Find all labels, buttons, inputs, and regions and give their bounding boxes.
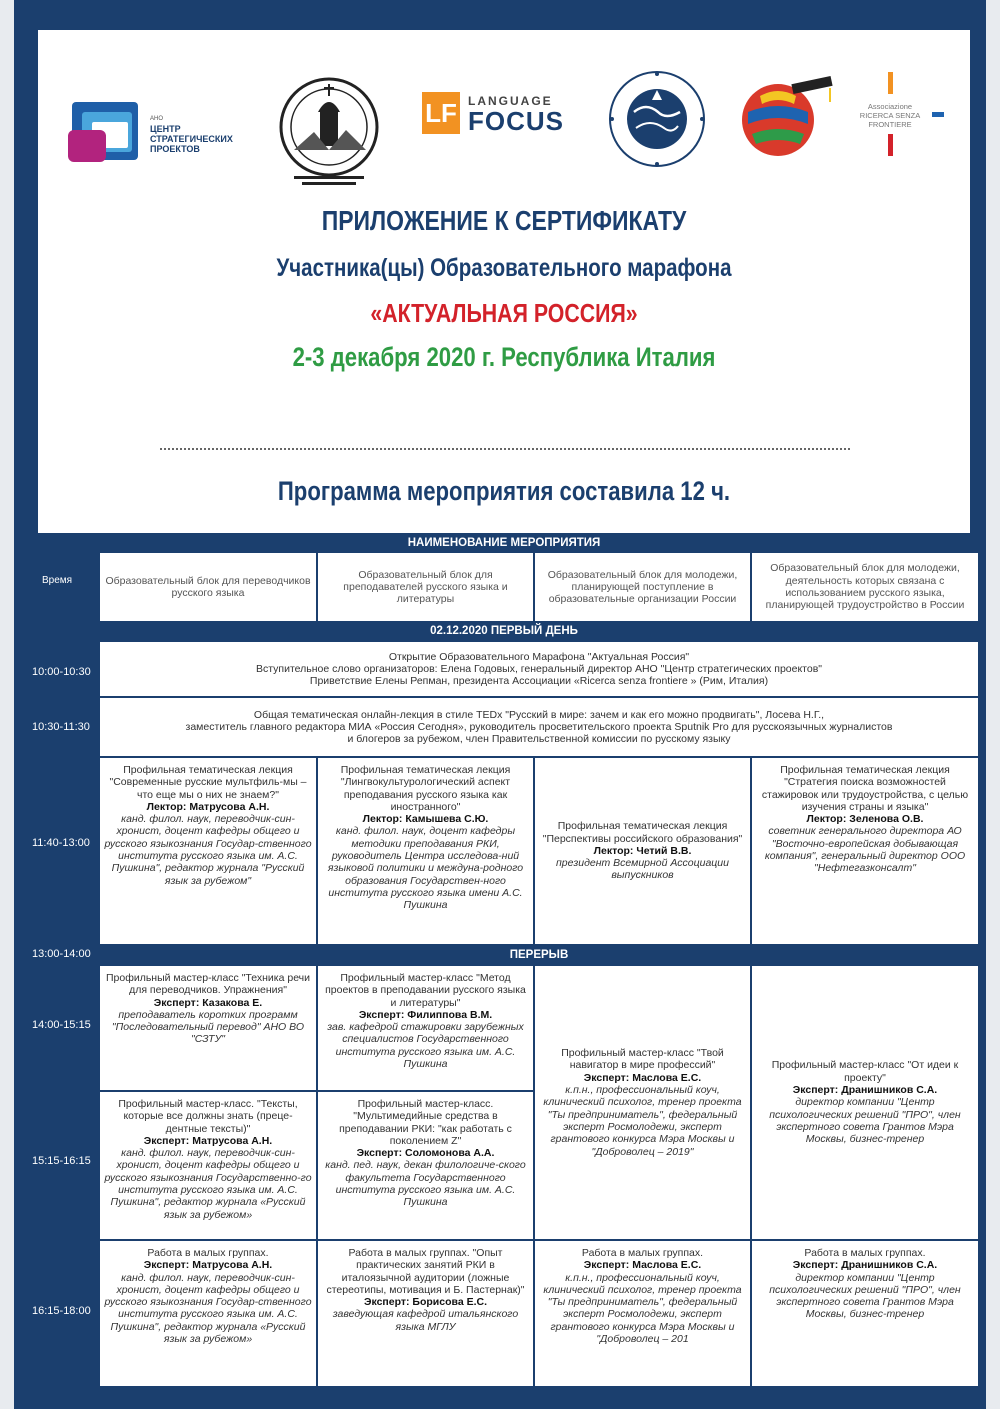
page-title: ПРИЛОЖЕНИЕ К СЕРТИФИКАТУ	[321, 205, 687, 236]
lecture-line: заместитель главного редактора МИА «Россия Сегодня», руководитель просветительского проекта Sputnik Pro для русскоязычных журналистов	[185, 720, 893, 733]
session-title: Профильная тематическая лекция "Стратегия поиска возможностей стажировок или трудоустройства, с целью изучения страны и языка"	[761, 764, 969, 813]
time-slot: 14:00-15:15	[32, 1019, 91, 1031]
session-cell	[100, 1092, 316, 1239]
session-speaker: Эксперт: Казакова Е.	[153, 996, 263, 1009]
column-header-label: Образовательный блок для молодежи, планирующей поступление в образовательные организации России	[547, 568, 738, 606]
lf-line1: LANGUAGE	[468, 94, 553, 108]
speaker-bio: к.п.н., профессиональный коуч, клинический психолог, тренер проекта "Ты предприниматель", федеральный эксперт Росмолодежи, эксперт грантового конкурса Мэра Москвы и "Доброволец – 2019"	[543, 1084, 742, 1158]
column-header-label: Образовательный блок для преподавателей русского языка и литературы	[343, 568, 508, 606]
acsp-line1: ЦЕНТР	[150, 124, 181, 134]
session-title: Профильный мастер-класс "От идеи к проекту"	[771, 1059, 959, 1084]
session-title: Работа в малых группах.	[147, 1247, 269, 1259]
speaker-bio: канд. филол. наук, переводчик-син-хронист, доцент кафедры общего и русского языкознания Государ-ственного института русского языка им. А.С. Пушкина", редактор журнала «Русский язык за рубежом»	[104, 1271, 312, 1346]
speaker-bio: директор компании "Центр психологических решений "ПРО", член экспертного совета Грантов Мэра Москвы, бизнес-тренер	[769, 1096, 961, 1146]
column-header	[318, 553, 533, 621]
time-slot: 16:15-18:00	[32, 1305, 91, 1317]
rsf-line1: Associazione	[867, 102, 913, 111]
acsp-emblem-icon	[68, 100, 140, 164]
program-hours: Программа мероприятия составила 12 ч.	[277, 476, 731, 506]
acsp-logo	[68, 100, 248, 170]
dotted-divider	[160, 448, 850, 450]
flags-globe-logo	[738, 72, 838, 160]
session-title: Работа в малых группах.	[581, 1247, 704, 1259]
column-header-label: Образовательный блок для молодежи, деятельность которых связана с использованием русского языка, планирующей трудоустройство в России	[765, 562, 965, 612]
time-slot: 13:00-14:00	[32, 948, 91, 960]
session-speaker: Эксперт: Маслова Е.С.	[583, 1259, 702, 1272]
lf-letter: LF	[422, 92, 460, 134]
rsf-logo	[844, 72, 944, 162]
session-cell	[100, 1241, 316, 1386]
session-cell	[535, 1241, 750, 1386]
column-header-label: Образовательный блок для переводчиков русского языка	[105, 574, 311, 599]
church-seal-logo	[274, 72, 384, 192]
acsp-line2: СТРАТЕГИЧЕСКИХ	[150, 134, 233, 144]
session-speaker: Лектор: Матрусова А.Н.	[146, 800, 270, 813]
speaker-bio: директор компании "Центр психологических решений "ПРО", член экспертного совета Грантов Мэра Москвы, бизнес-тренер	[769, 1271, 961, 1321]
event-date-place: 2-3 декабря 2020 г. Республика Италия	[292, 342, 716, 372]
speaker-bio: к.п.н., профессиональный коуч, клинический психолог, тренер проекта "Ты предприниматель", федеральный эксперт Росмолодежи, эксперт грантового конкурса Мэра Москвы и "Доброволец – 201	[543, 1271, 742, 1346]
schedule-table	[26, 535, 982, 1390]
speaker-bio: заведующая кафедрой итальянского языка МГЛУ	[332, 1308, 519, 1333]
acsp-line3: ПРОЕКТОВ	[150, 144, 200, 154]
session-speaker: Эксперт: Филиппова В.М.	[358, 1008, 493, 1021]
opening-session	[100, 642, 978, 696]
opening-line: Приветствие Елены Репман, президента Ассоциации «Ricerca senza frontiere » (Рим, Италия)	[309, 675, 769, 688]
session-title: Работа в малых группах.	[804, 1247, 926, 1259]
speaker-bio: преподаватель коротких программ "Последовательный перевод" АНО ВО "СЗТУ"	[111, 1008, 305, 1046]
session-speaker: Эксперт: Дранишников С.А.	[792, 1084, 938, 1097]
session-speaker: Эксперт: Дранишников С.А.	[792, 1259, 938, 1272]
session-speaker: Лектор: Зеленова О.В.	[806, 813, 924, 826]
session-title: Профильная тематическая лекция "Перспективы российского образования"	[542, 820, 743, 845]
event-name: «АКТУАЛЬНАЯ РОССИЯ»	[370, 298, 638, 328]
time-slot: 15:15-16:15	[32, 1155, 91, 1167]
rsf-line3: FRONTIERE	[868, 120, 912, 129]
speaker-bio: советник генерального директора АО "Восточно-европейская добывающая компания", генеральный директор ООО "Нефтегазконсалт"	[764, 825, 966, 875]
session-cell	[535, 966, 750, 1239]
lecture-line: и блогеров за рубежом, член Правительственной комиссии по русскому языку	[347, 733, 731, 746]
language-focus-logo	[422, 92, 578, 142]
rsf-line2: RICERCA SENZA	[859, 111, 921, 120]
session-title: Профильный мастер-класс "Метод проектов в преподавании русского языка и литературы"	[325, 972, 526, 1009]
session-speaker: Эксперт: Матрусова А.Н.	[143, 1259, 273, 1272]
session-cell	[535, 758, 750, 944]
session-title: Профильный мастер-класс "Твой навигатор в мире профессий"	[561, 1047, 724, 1072]
session-title: Профильная тематическая лекция "Современные русские мультфиль-мы – что еще мы о них не знаем?"	[109, 764, 307, 801]
flags-globe-icon	[738, 72, 838, 160]
break-band: ПЕРЕРЫВ	[509, 949, 569, 961]
session-cell	[752, 1241, 978, 1386]
speaker-bio: канд. филол. наук, доцент кафедры методики преподавания РКИ, руководитель Центра исследова-ний языковой политики и междуна-родного образования Государствен-ного института русского языка имени А.С. Пушкина	[327, 825, 524, 912]
rsf-name	[844, 102, 936, 129]
session-speaker: Эксперт: Соломонова А.А.	[356, 1147, 495, 1160]
page-subtitle: Участника(цы) Образовательного марафона	[276, 254, 732, 282]
opening-line: Вступительное слово организаторов: Елена Годовых, генеральный директор АНО "Центр стратегических проектов"	[255, 662, 823, 675]
session-cell	[100, 966, 316, 1090]
time-header: Время	[42, 575, 73, 586]
lecture-line: Общая тематическая онлайн-лекция в стиле TEDx "Русский в мире: зачем и как его можно продвигать", Лосева Н.Г.,	[253, 708, 825, 721]
session-speaker: Лектор: Камышева С.Ю.	[362, 813, 489, 826]
time-slot: 10:30-11:30	[32, 721, 90, 733]
column-header	[535, 553, 750, 621]
session-title: Профильный мастер-класс. "Мультимедийные средства в преподавании РКИ: "как работать с поколением Z"	[339, 1098, 512, 1147]
session-cell	[318, 966, 533, 1090]
church-seal-icon	[274, 72, 384, 192]
session-cell	[318, 1241, 533, 1386]
opening-line: Открытие Образовательного Марафона "Актуальная Россия"	[388, 650, 690, 663]
speaker-bio: президент Всемирной Ассоциации выпускников	[556, 857, 729, 882]
session-speaker: Лектор: Четий В.В.	[593, 844, 692, 857]
session-title: Работа в малых группах. "Опыт практических занятий РКИ в италоязычной аудитории (ложные стереотипы, мотивация и Б. Пастернак)"	[326, 1247, 525, 1296]
alumni-association-logo	[606, 68, 708, 170]
partner-logos	[38, 80, 970, 200]
session-title: Профильный мастер-класс. "Тексты, которые все должны знать (преце-дентные тексты)"	[118, 1098, 298, 1135]
speaker-bio: канд. пед. наук, декан филологиче-ского факультета Государственного института русского языка им. А.С. Пушкина	[325, 1159, 526, 1209]
session-cell	[100, 758, 316, 944]
column-header	[752, 553, 978, 621]
table-band-name: НАИМЕНОВАНИЕ МЕРОПРИЯТИЯ	[407, 537, 601, 549]
alumni-globe-icon	[606, 68, 708, 170]
speaker-bio: канд. филол. наук, переводчик-син-хронист, доцент кафедры общего и русского языкознания Государ-ственного института русского языка им. А.С. Пушкина", редактор журнала "Русский язык за рубежом"	[104, 813, 312, 887]
speaker-bio: зав. кафедрой стажировки зарубежных специалистов Государственного института русского языка им. А.С. Пушкина	[327, 1021, 524, 1071]
session-title: Профильный мастер-класс "Техника речи для переводчиков. Упражнения"	[105, 972, 311, 997]
session-title: Профильная тематическая лекция "Лингвокультурологический аспект преподавания русского языка как иностранного"	[340, 764, 511, 813]
session-speaker: Эксперт: Борисова Е.С.	[363, 1296, 488, 1309]
column-header	[100, 553, 316, 621]
session-cell	[752, 758, 978, 944]
speaker-bio: канд. филол. наук, переводчик-син-хронист, доцент кафедры общего и русского языкознания Государственно-го института русского языка им. А.С. Пушкина", редактор журнала «Русский язык за рубежом»	[104, 1147, 312, 1221]
acsp-small: АНО	[150, 116, 164, 122]
certificate-header	[38, 30, 970, 533]
session-cell	[752, 966, 978, 1239]
session-cell	[318, 1092, 533, 1239]
acsp-name	[150, 114, 233, 154]
day-band: 02.12.2020 ПЕРВЫЙ ДЕНЬ	[430, 625, 578, 637]
plenary-lecture	[100, 698, 978, 756]
session-cell	[318, 758, 533, 944]
session-speaker: Эксперт: Матрусова А.Н.	[143, 1134, 273, 1147]
session-speaker: Эксперт: Маслова Е.С.	[583, 1071, 702, 1084]
time-slot: 11:40-13:00	[32, 837, 90, 849]
time-slot: 10:00-10:30	[32, 666, 91, 678]
lf-line2: FOCUS	[468, 106, 564, 136]
